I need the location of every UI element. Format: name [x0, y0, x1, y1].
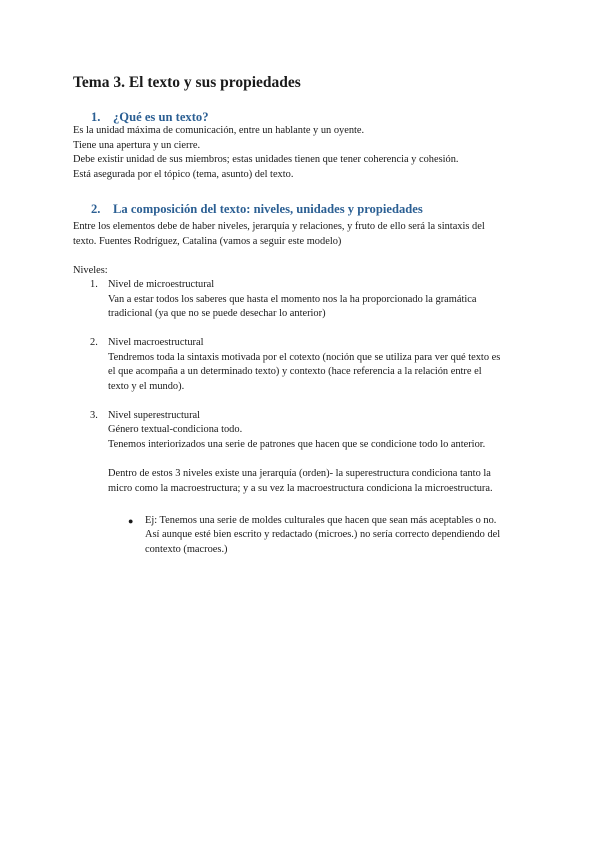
list-item-title: Nivel de microestructural	[108, 279, 215, 290]
list-item-line: texto y el mundo).	[108, 381, 185, 392]
section-2-intro-line: Entre los elementos debe de haber niveles, jerarquía y relaciones, y fruto de ello será la sintaxis del	[73, 221, 485, 232]
list-item-line: Van a estar todos los saberes que hasta el momento nos la ha proporcionado la gramática	[108, 294, 477, 305]
section-1-number: 1.	[91, 110, 101, 124]
bullet-line: Ej: Tenemos una serie de moldes culturales que hacen que sean más aceptables o no.	[145, 515, 497, 526]
bullet-icon: ●	[128, 516, 134, 526]
section-1-heading	[91, 110, 209, 125]
list-item-title: Nivel macroestructural	[108, 337, 204, 348]
section-1-line: Tiene una apertura y un cierre.	[73, 140, 201, 151]
section-1-title: ¿Qué es un texto?	[113, 110, 209, 124]
hierarchy-line: micro como la macroestructura; y a su vez la macroestructura condiciona la microestructura.	[108, 483, 493, 494]
niveles-label: Niveles:	[73, 265, 108, 276]
list-item-title: Nivel superestructural	[108, 410, 201, 421]
list-item-line: el que acompaña a un determinado texto) y contexto (hace referencia a la relación entre el	[108, 366, 482, 377]
section-1-line: Debe existir unidad de sus miembros; estas unidades tienen que tener coherencia y cohesión.	[73, 154, 459, 165]
list-item-line: Tenemos interiorizados una serie de patrones que hacen que se condicione todo lo anterior.	[108, 439, 486, 450]
bullet-line: contexto (macroes.)	[145, 544, 228, 555]
list-item-number: 1.	[90, 279, 98, 290]
section-2-number: 2.	[91, 202, 101, 216]
section-2-intro-line: texto. Fuentes Rodríguez, Catalina (vamos a seguir este modelo)	[73, 236, 342, 247]
page-title: Tema 3. El texto y sus propiedades	[73, 74, 301, 91]
bullet-line: Así aunque esté bien escrito y redactado (microes.) no sería correcto dependiendo del	[145, 529, 501, 540]
hierarchy-line: Dentro de estos 3 niveles existe una jerarquía (orden)- la superestructura condiciona tanto la	[108, 468, 491, 479]
section-2-title: La composición del texto: niveles, unidades y propiedades	[113, 202, 423, 216]
list-item-number: 2.	[90, 337, 98, 348]
list-item-line: Tendremos toda la sintaxis motivada por el cotexto (noción que se utiliza para ver qué texto es	[108, 352, 501, 363]
list-item-line: Género textual-condiciona todo.	[108, 424, 243, 435]
section-1-line: Está asegurada por el tópico (tema, asunto) del texto.	[73, 169, 294, 180]
list-item-number: 3.	[90, 410, 98, 421]
section-2-heading	[91, 202, 423, 217]
list-item-line: tradicional (ya que no se puede desechar lo anterior)	[108, 308, 326, 319]
section-1-line: Es la unidad máxima de comunicación, entre un hablante y un oyente.	[73, 125, 365, 136]
